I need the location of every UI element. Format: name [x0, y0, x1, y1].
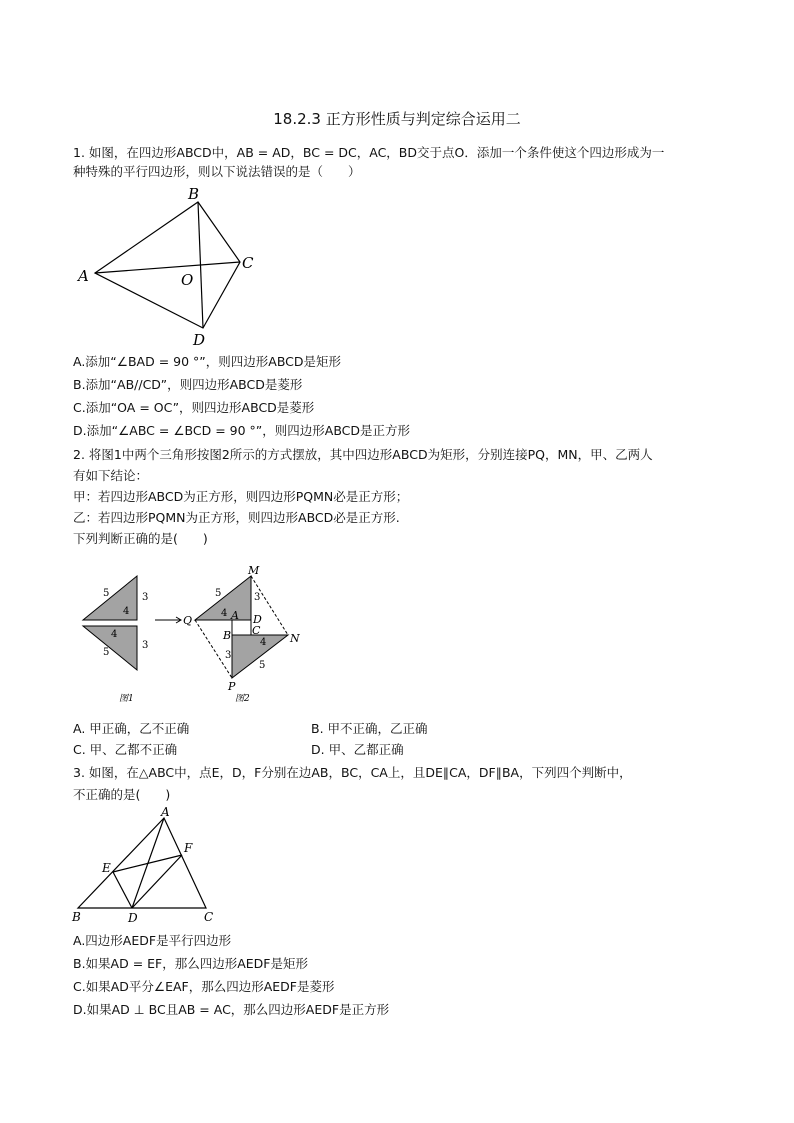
fig2-label-d: D — [253, 613, 262, 626]
q3-figure — [66, 804, 236, 928]
q1-option-a: A.添加“∠BAD = 90 °”，则四边形ABCD是矩形 — [73, 354, 342, 369]
q1-stem-line1: 1. 如图，在四边形ABCD中，AB = AD，BC = DC，AC，BD交于点O．添加一个条件使这个四边形成为一 — [73, 145, 665, 160]
fig2-caption: 图2 — [235, 694, 250, 704]
fig2-label-n: N — [290, 632, 300, 645]
q2-stem-line1: 2. 将图1中两个三角形按图2所示的方式摆放，其中四边形ABCD为矩形，分别连接PQ，MN，甲、乙两人 — [73, 447, 653, 462]
q3-option-d: D.如果AD ⊥ BC且AB = AC，那么四边形AEDF是正方形 — [73, 1002, 390, 1017]
fig2-label-b: B — [223, 629, 232, 642]
fig1-bottom-label-5: 5 — [103, 647, 110, 658]
fig2-label-q: Q — [183, 614, 193, 627]
fig2-label-p: P — [228, 680, 236, 693]
q3-label-e: E — [102, 861, 111, 875]
fig1-caption: 图1 — [119, 694, 134, 704]
q2-stem-line4: 乙：若四边形PQMN为正方形，则四边形ABCD必是正方形. — [73, 510, 400, 525]
q1-label-c: C — [242, 254, 254, 272]
fig1-top-label-4: 4 — [123, 606, 130, 617]
q2-option-c: C. 甲、乙都不正确 — [73, 742, 178, 757]
q3-label-b: B — [72, 910, 81, 924]
fig2-bottom-label-4: 4 — [260, 637, 267, 648]
q1-option-c: C.添加“OA = OC”，则四边形ABCD是菱形 — [73, 400, 315, 415]
fig1-top-label-3: 3 — [142, 592, 149, 603]
fig1-bottom-triangle — [83, 626, 137, 670]
q2-stem-line5: 下列判断正确的是( ) — [73, 531, 208, 546]
q3-option-c: C.如果AD平分∠EAF，那么四边形AEDF是菱形 — [73, 979, 335, 994]
q3-option-a: A.四边形AEDF是平行四边形 — [73, 933, 232, 948]
q3-option-b: B.如果AD = EF，那么四边形AEDF是矩形 — [73, 956, 308, 971]
q1-diagonal-ac — [95, 262, 240, 273]
q3-stem-line2: 不正确的是( ) — [73, 787, 171, 802]
q3-segment-ed — [113, 872, 132, 908]
fig2-label-m: M — [248, 564, 260, 577]
fig2-bottom-label-5: 5 — [259, 660, 266, 671]
q2-option-d: D. 甲、乙都正确 — [311, 742, 404, 757]
page-title: 18.2.3 正方形性质与判定综合运用二 — [273, 110, 521, 128]
q1-option-b: B.添加“AB//CD”，则四边形ABCD是菱形 — [73, 377, 303, 392]
q1-label-b: B — [188, 188, 200, 203]
q2-figure — [75, 562, 315, 710]
fig2-label-c: C — [252, 624, 261, 637]
q2-stem-line3: 甲：若四边形ABCD为正方形，则四边形PQMN必是正方形； — [73, 489, 409, 504]
q2-option-b: B. 甲不正确，乙正确 — [311, 721, 428, 736]
fig1-bottom-label-3: 3 — [142, 640, 149, 651]
q1-stem-line2: 种特殊的平行四边形，则以下说法错误的是（ ） — [73, 164, 361, 179]
q1-label-a: A — [78, 267, 89, 285]
fig2-top-label-4: 4 — [221, 608, 228, 619]
fig2-top-label-5: 5 — [215, 588, 222, 599]
q1-label-d: D — [193, 331, 206, 348]
q3-segment-df — [132, 855, 182, 908]
q1-figure — [70, 188, 270, 348]
q3-segment-ad — [132, 818, 164, 908]
q3-triangle-abc — [78, 818, 206, 908]
q3-label-c: C — [204, 910, 214, 924]
q1-quadrilateral — [95, 202, 240, 328]
q2-option-a: A. 甲正确，乙不正确 — [73, 721, 190, 736]
q1-option-d: D.添加“∠ABC = ∠BCD = 90 °”，则四边形ABCD是正方形 — [73, 423, 411, 438]
q3-label-d: D — [128, 911, 138, 925]
q3-label-f: F — [184, 841, 193, 855]
fig2-label-a: A — [231, 609, 239, 622]
q2-stem-line2: 有如下结论： — [73, 468, 149, 483]
fig2-top-label-3: 3 — [254, 592, 261, 603]
q3-label-a: A — [161, 805, 170, 819]
q1-label-o: O — [181, 271, 194, 289]
fig1-top-label-5: 5 — [103, 588, 110, 599]
fig1-bottom-label-4: 4 — [111, 629, 118, 640]
q3-stem-line1: 3. 如图，在△ABC中，点E，D，F分别在边AB，BC，CA上，且DE∥CA，DF∥BA，下列四个判断中， — [73, 765, 632, 780]
fig2-bottom-label-3: 3 — [225, 650, 232, 661]
